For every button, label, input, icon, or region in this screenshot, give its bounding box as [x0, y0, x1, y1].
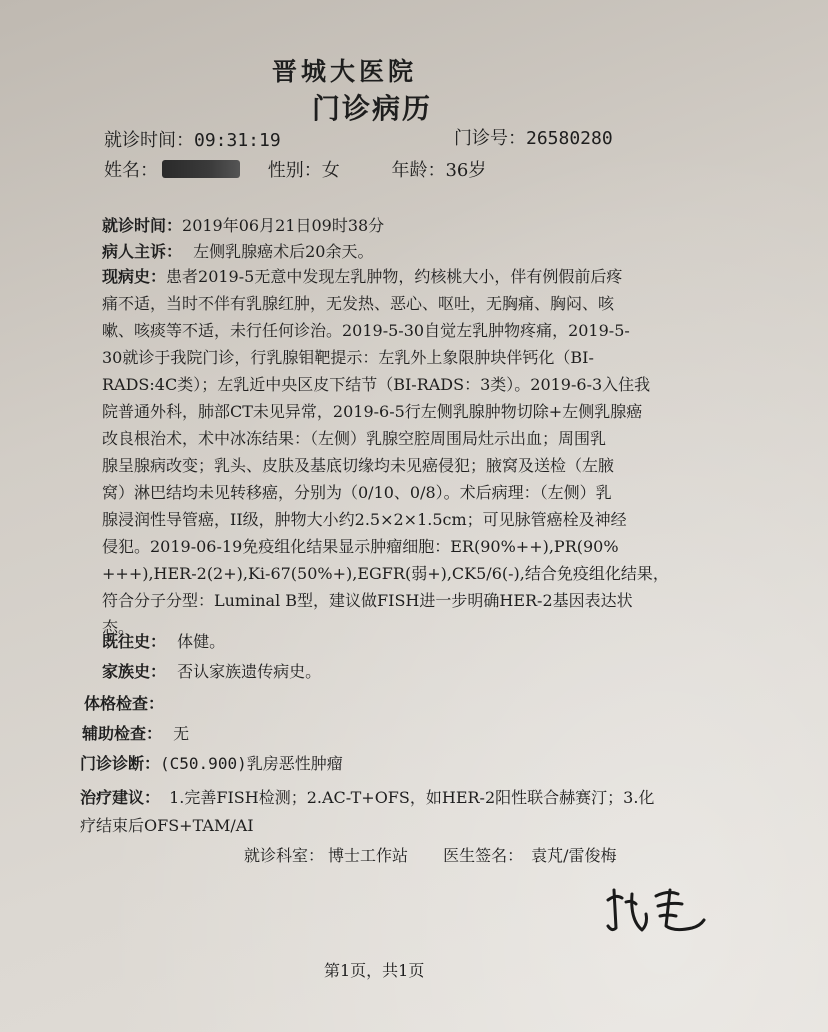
- history-line: 腺浸润性导管癌，II级，肿物大小约2.5×2×1.5cm；可见脉管癌栓及神经: [102, 510, 627, 529]
- treatment-label: 治疗建议：: [80, 788, 161, 807]
- diagnosis-label: 门诊诊断：: [80, 754, 161, 773]
- header-visit-time-label: 就诊时间：: [104, 130, 194, 151]
- diagnosis-value: (C50.900)乳房恶性肿瘤: [160, 754, 343, 773]
- doctor-signature-label: 医生签名：: [443, 846, 524, 865]
- record-title: 门诊病历: [312, 92, 433, 125]
- hospital-name: 晋城大医院: [272, 57, 418, 86]
- history-line: +++),HER-2(2+),Ki-67(50%+),EGFR(弱+),CK5/6(-),结合免疫组化结果，: [102, 564, 669, 583]
- past-history-label: 既往史：: [102, 632, 167, 651]
- header-visit-time-value: 09:31:19: [194, 130, 281, 151]
- department-row: [244, 842, 617, 869]
- family-history: [102, 658, 321, 685]
- history-line: 侵犯。2019-06-19免疫组化结果显示肿瘤细胞：ER(90%++),PR(90%: [102, 537, 619, 556]
- department-label: 就诊科室：: [244, 846, 325, 865]
- physical-exam: [84, 690, 164, 717]
- chief-complaint: [102, 238, 373, 265]
- patient-info-row: [104, 156, 486, 182]
- past-history-value: 体健。: [177, 632, 226, 651]
- treatment-line-1: 1.完善FISH检测；2.AC-T+OFS，如HER-2阳性联合赫赛汀；3.化: [169, 788, 655, 807]
- history-line: 30就诊于我院门诊，行乳腺钼靶提示：左乳外上象限肿块伴钙化（BI-: [102, 348, 594, 367]
- history-line: 腺呈腺病改变；乳头、皮肤及基底切缘均未见癌侵犯；腋窝及送检（左腋: [102, 456, 615, 475]
- auxiliary-exam-value: 无: [173, 724, 190, 743]
- treatment-advice: [80, 784, 654, 811]
- treatment-line-2: 疗结束后OFS+TAM/AI: [80, 816, 254, 835]
- history-line: 院普通外科，肺部CT未见异常，2019-6-5行左侧乳腺肿物切除+左侧乳腺癌: [102, 402, 643, 421]
- record-visit-time: [102, 212, 384, 239]
- page-indicator: 第1页，共1页: [324, 961, 425, 980]
- auxiliary-exam: [82, 720, 189, 747]
- header-clinic-number: [454, 124, 613, 150]
- record-visit-time-value: 2019年06月21日09时38分: [182, 216, 385, 235]
- history-line: RADS:4C类）；左乳近中央区皮下结节（BI-RADS：3类）。2019-6-3入住我: [102, 375, 651, 394]
- auxiliary-exam-label: 辅助检查：: [82, 724, 163, 743]
- redacted-name-mark: [162, 160, 240, 178]
- physical-exam-label: 体格检查：: [84, 694, 165, 713]
- record-visit-time-label: 就诊时间：: [102, 216, 183, 235]
- header-visit-time: [104, 126, 281, 152]
- department-value: 博士工作站: [328, 846, 409, 865]
- past-history: [102, 628, 225, 655]
- history-line: 态。: [102, 618, 135, 637]
- chief-complaint-label: 病人主诉：: [102, 242, 183, 261]
- chief-complaint-value: 左侧乳腺癌术后20余天。: [193, 242, 374, 261]
- age-value: 36岁: [445, 160, 487, 181]
- clinic-number-label: 门诊号：: [454, 128, 526, 149]
- name-label: 姓名：: [104, 160, 158, 181]
- history-line: 窝）淋巴结均未见转移癌，分别为（0/10、0/8）。术后病理：（左侧）乳: [102, 483, 612, 502]
- history-line-1: 现病史：患者2019-5无意中发现左乳肿物，约核桃大小，伴有例假前后疼: [102, 267, 623, 286]
- family-history-value: 否认家族遗传病史。: [177, 662, 322, 681]
- present-history-label: 现病史：: [102, 267, 167, 286]
- gender-label: 性别：: [267, 160, 322, 181]
- doctor-name-value: 袁芃/雷俊梅: [531, 846, 617, 865]
- age-label: 年龄：: [391, 160, 446, 181]
- handwritten-signature: [602, 880, 712, 940]
- family-history-label: 家族史：: [102, 662, 167, 681]
- gender-value: 女: [321, 160, 340, 181]
- clinic-number-value: 26580280: [526, 128, 613, 149]
- outpatient-diagnosis: [80, 750, 343, 777]
- history-line: 符合分子分型：Luminal B型，建议做FISH进一步明确HER-2基因表达状: [102, 591, 633, 610]
- history-line: 痛不适，当时不伴有乳腺红肿，无发热、恶心、呕吐，无胸痛、胸闷、咳: [102, 294, 615, 313]
- history-line: 嗽、咳痰等不适，未行任何诊治。2019-5-30自觉左乳肿物疼痛，2019-5-: [102, 321, 630, 340]
- present-history: [102, 263, 788, 641]
- history-line: 改良根治术，术中冰冻结果：（左侧）乳腺空腔周围局灶示出血；周围乳: [102, 429, 607, 448]
